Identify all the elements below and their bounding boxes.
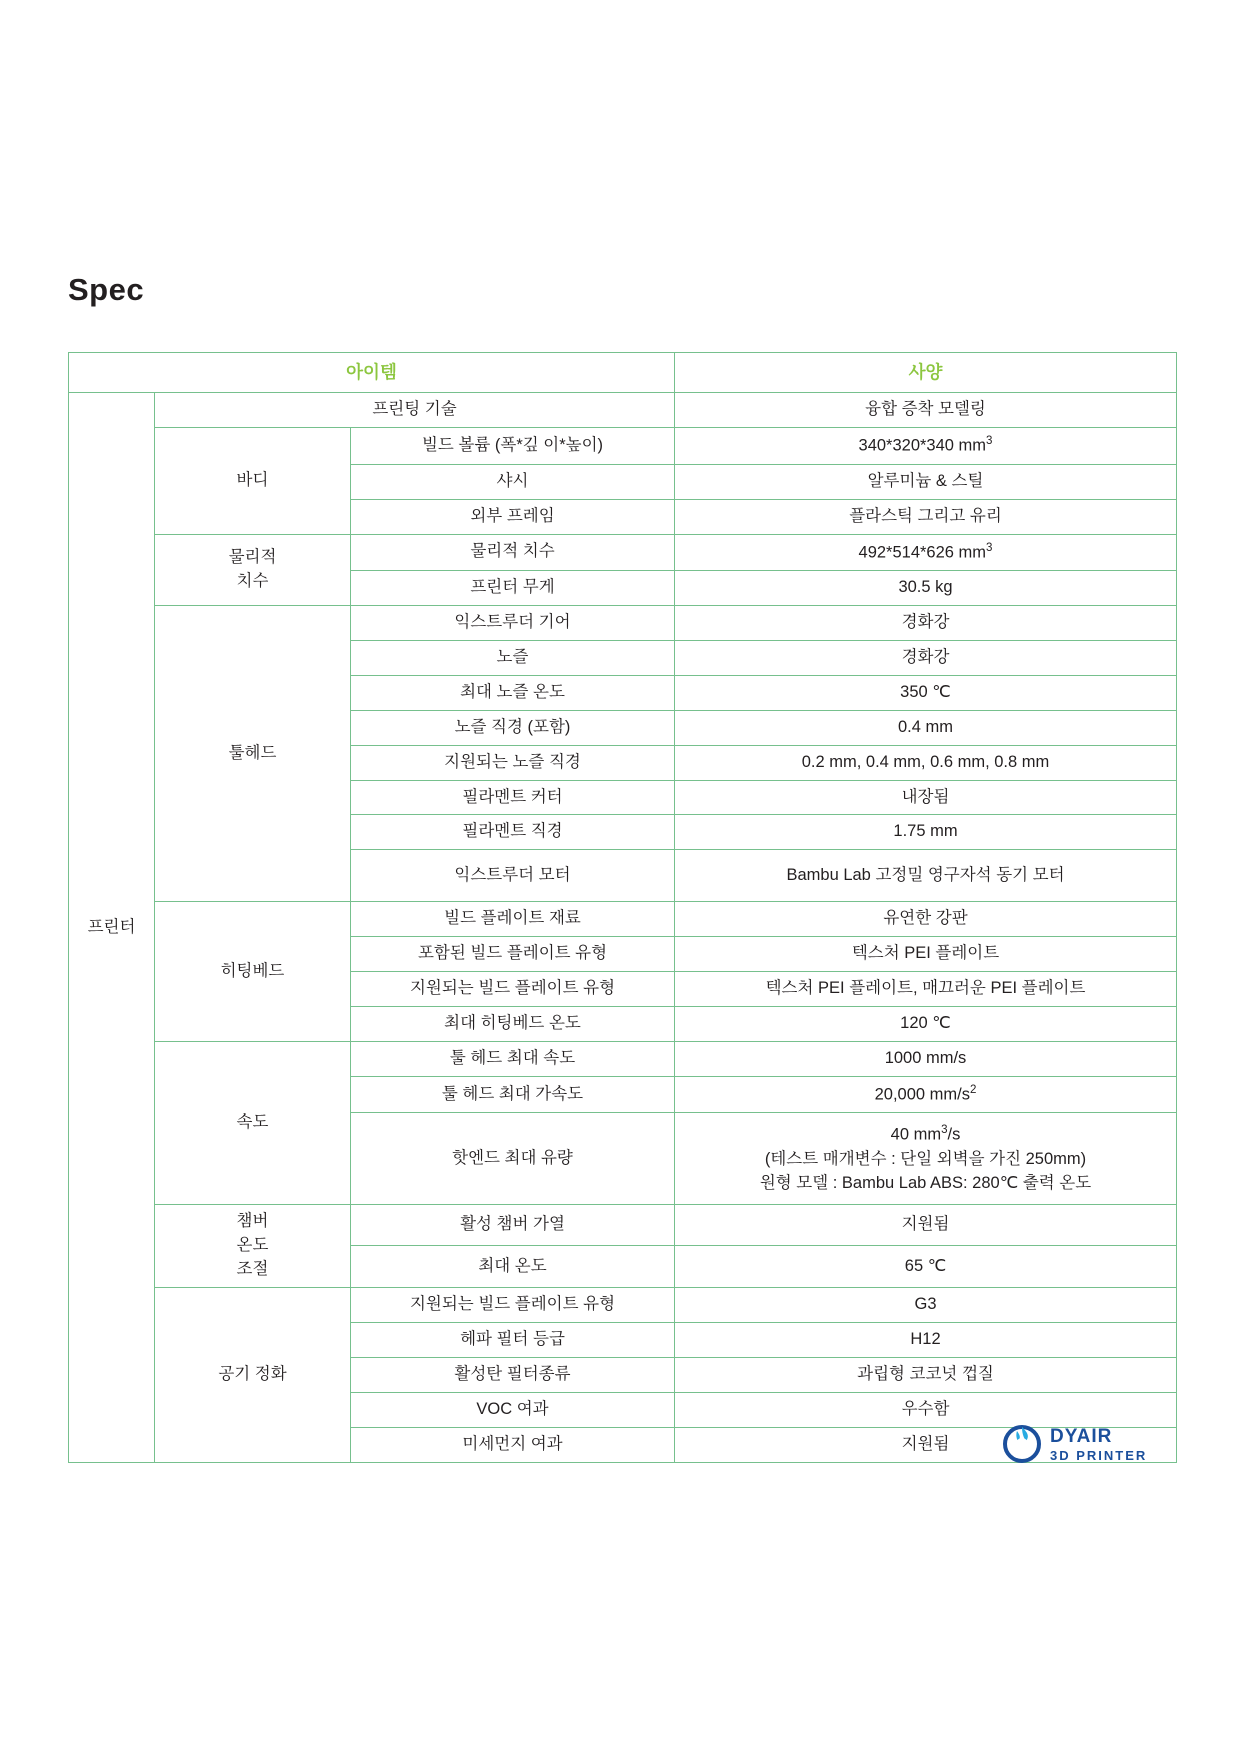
row-sub-label: 지원되는 빌드 플레이트 유형 <box>351 1288 675 1323</box>
row-sub-label: 샤시 <box>351 464 675 499</box>
row-sub-label: 최대 히팅베드 온도 <box>351 1007 675 1042</box>
group-chamber-line2: 온도 <box>236 1236 269 1255</box>
row-value: 우수함 <box>675 1392 1177 1427</box>
row-value: 유연한 강판 <box>675 902 1177 937</box>
row-sub-label: 활성 챔버 가열 <box>351 1205 675 1246</box>
group-heatbed: 히팅베드 <box>155 902 351 1042</box>
row-value: 340*320*340 $mm^3$ <box>675 428 1177 464</box>
row-sub-label: 노즐 직경 (포함) <box>351 710 675 745</box>
row-sub-label: 필라멘트 직경 <box>351 815 675 850</box>
header-spec: 사양 <box>675 353 1177 393</box>
dyair-mark-icon <box>1000 1422 1044 1466</box>
table-row <box>69 1288 1177 1323</box>
group-dimensions-line1: 물리적 <box>228 547 277 566</box>
table-row <box>69 1042 1177 1077</box>
row-sub-label: 필라멘트 커터 <box>351 780 675 815</box>
spec-table <box>68 352 1177 1463</box>
row-value: 지원됨 <box>675 1427 1177 1462</box>
row-value: H12 <box>675 1323 1177 1358</box>
group-chamber <box>155 1205 351 1288</box>
row-sub-label: 노즐 <box>351 640 675 675</box>
row-sub-label: 툴 헤드 최대 속도 <box>351 1042 675 1077</box>
row-sub-label: 포함된 빌드 플레이트 유형 <box>351 937 675 972</box>
table-row <box>69 605 1177 640</box>
row-value: 텍스처 PEI 플레이트, 매끄러운 PEI 플레이트 <box>675 972 1177 1007</box>
row-value: 0.4 mm <box>675 710 1177 745</box>
row-value: 40 $mm^3/s$ (테스트 매개변수 : 단일 외벽을 가진 250mm) 원형 모델 : Bambu Lab ABS: 280℃ 출력 온도 <box>675 1113 1177 1205</box>
row-sub-label: 헤파 필터 등급 <box>351 1323 675 1358</box>
row-sub-label: 핫엔드 최대 유량 <box>351 1113 675 1205</box>
logo-subwordmark: 3D PRINTER <box>1050 1448 1148 1463</box>
row-value: 492*514*626 $mm^3$ <box>675 534 1177 570</box>
row-value: 텍스처 PEI 플레이트 <box>675 937 1177 972</box>
row-sub-label: 지원되는 빌드 플레이트 유형 <box>351 972 675 1007</box>
row-sub-label: 외부 프레임 <box>351 499 675 534</box>
row-value: 내장됨 <box>675 780 1177 815</box>
group-air-purification: 공기 정화 <box>155 1288 351 1463</box>
row-value: 65 ℃ <box>675 1246 1177 1288</box>
row-value: 경화강 <box>675 640 1177 675</box>
group-body: 바디 <box>155 428 351 534</box>
row-sub-label: 최대 온도 <box>351 1246 675 1288</box>
row-value: 0.2 mm, 0.4 mm, 0.6 mm, 0.8 mm <box>675 745 1177 780</box>
logo-wordmark: DYAIR <box>1050 1426 1113 1447</box>
row-sub-label: 익스트루더 모터 <box>351 850 675 902</box>
row-sub-label: 최대 노즐 온도 <box>351 675 675 710</box>
table-row <box>69 428 1177 464</box>
row-sub-label: 활성탄 필터종류 <box>351 1358 675 1393</box>
group-dimensions-line2: 치수 <box>236 571 269 590</box>
row-sub-label: 익스트루더 기어 <box>351 605 675 640</box>
row-sub-label: 미세먼지 여과 <box>351 1427 675 1462</box>
table-row <box>69 393 1177 428</box>
row-value: 알루미늄 & 스틸 <box>675 464 1177 499</box>
row-value: 과립형 코코넛 껍질 <box>675 1358 1177 1393</box>
group-chamber-line1: 챔버 <box>236 1212 269 1231</box>
company-logo <box>1000 1418 1150 1478</box>
group-dimensions <box>155 534 351 605</box>
table-row <box>69 1205 1177 1246</box>
row-sub-label: 툴 헤드 최대 가속도 <box>351 1076 675 1112</box>
row-value: 융합 증착 모델링 <box>675 393 1177 428</box>
table-row <box>69 902 1177 937</box>
row-sub-label: 지원되는 노즐 직경 <box>351 745 675 780</box>
group-chamber-line3: 조절 <box>236 1260 269 1279</box>
row-value: 350 ℃ <box>675 675 1177 710</box>
row-sub-label: 물리적 치수 <box>351 534 675 570</box>
row-value: 120 ℃ <box>675 1007 1177 1042</box>
row-sub-label: 빌드 플레이트 재료 <box>351 902 675 937</box>
group-printer: 프린터 <box>69 393 155 1462</box>
row-value: 1000 mm/s <box>675 1042 1177 1077</box>
row-value: 20,000 $mm/s^2$ <box>675 1076 1177 1112</box>
row-value: 플라스틱 그리고 유리 <box>675 499 1177 534</box>
group-toolhead: 툴헤드 <box>155 605 351 901</box>
group-speed: 속도 <box>155 1042 351 1205</box>
row-sub-label: 빌드 볼륨 (폭*깊 이*높이) <box>351 428 675 464</box>
row-value: 1.75 mm <box>675 815 1177 850</box>
row-value: G3 <box>675 1288 1177 1323</box>
table-row <box>69 534 1177 570</box>
row-sub-label: 프린터 무게 <box>351 570 675 605</box>
table-header-row <box>69 353 1177 393</box>
page-title: Spec <box>68 272 145 307</box>
row-value: 경화강 <box>675 605 1177 640</box>
row-sub-label: VOC 여과 <box>351 1392 675 1427</box>
row-value: Bambu Lab 고정밀 영구자석 동기 모터 <box>675 850 1177 902</box>
header-item: 아이템 <box>69 353 675 393</box>
row-value: 30.5 kg <box>675 570 1177 605</box>
row-sub-label: 프린팅 기술 <box>155 393 675 428</box>
row-value: 지원됨 <box>675 1205 1177 1246</box>
